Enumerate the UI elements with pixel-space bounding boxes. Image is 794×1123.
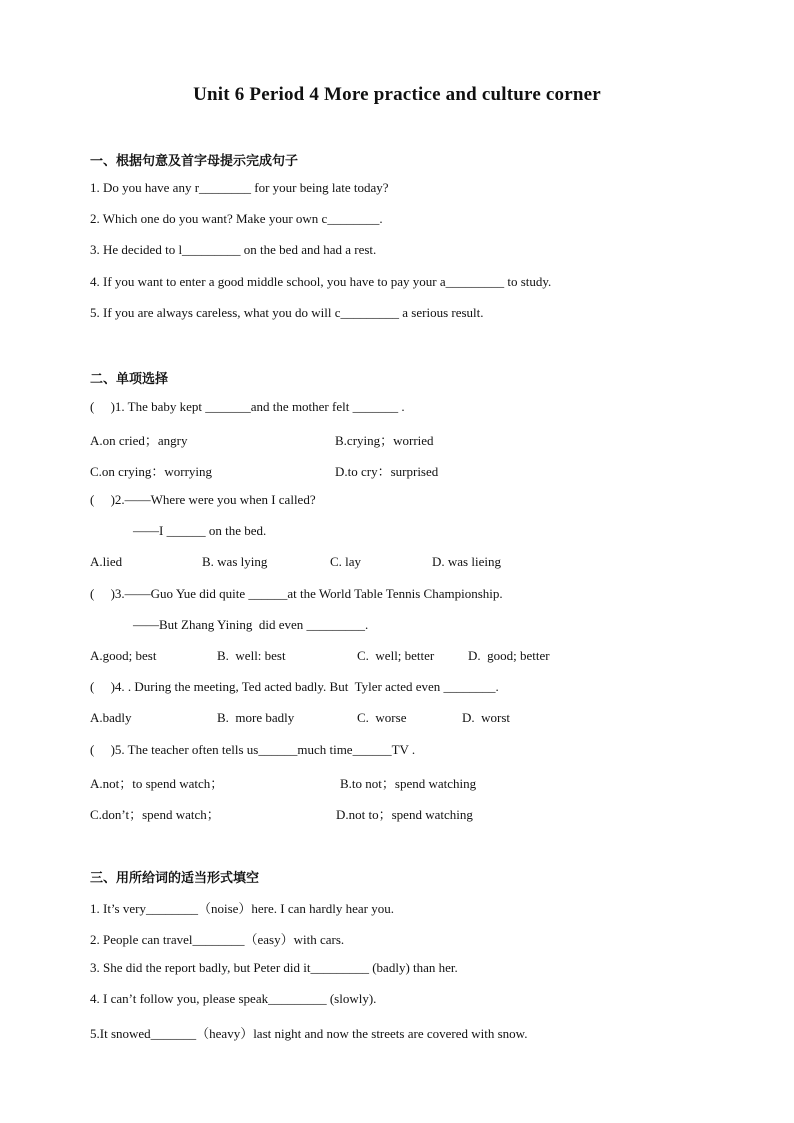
q1-option-b: B.crying；worried [335,433,434,448]
q2-option-c: C. lay [330,554,362,569]
q2-option-a: A.lied [90,554,123,569]
s3-item-5: 5.It snowed_______（heavy）last night and now the streets are covered with snow. [90,1026,528,1041]
s1-item-1: 1. Do you have any r________ for your being late today? [90,180,389,195]
page-title: Unit 6 Period 4 More practice and culture corner [193,84,601,105]
q4-option-b: B. more badly [217,710,295,725]
q1-option-c: C.on crying：worrying [90,464,213,479]
s3-item-4: 4. I can’t follow you, please speak_________ (slowly). [90,991,377,1006]
s3-item-2: 2. People can travel________（easy）with cars. [90,932,345,947]
q3-option-b: B. well: best [217,648,286,663]
q3-stem-response: ——But Zhang Yining did even _________. [133,617,369,632]
section-1-heading: 一、根据句意及首字母提示完成句子 [90,154,299,169]
q1-stem: ( )1. The baby kept _______and the mother felt _______ . [90,399,405,414]
q2-stem: ( )2.——Where were you when I called? [90,492,316,507]
q5-option-b: B.to not；spend watching [340,776,477,791]
q3-stem: ( )3.——Guo Yue did quite ______at the World Table Tennis Championship. [90,586,503,601]
q4-stem: ( )4. . During the meeting, Ted acted badly. But Tyler acted even ________. [90,679,499,694]
q5-option-c: C.don’t；spend watch； [90,807,220,822]
q3-option-a: A.good; best [90,648,157,663]
s1-item-2: 2. Which one do you want? Make your own c________. [90,211,383,226]
s1-item-5: 5. If you are always careless, what you do will c_________ a serious result. [90,305,484,320]
q5-stem: ( )5. The teacher often tells us______much time______TV . [90,742,416,757]
q4-option-a: A.badly [90,710,132,725]
q2-option-d: D. was lieing [432,554,501,569]
q5-option-a: A.not；to spend watch； [90,776,224,791]
q1-option-d: D.to cry：surprised [335,464,439,479]
section-2-heading: 二、单项选择 [90,372,169,387]
q2-stem-response: ——I ______ on the bed. [133,523,267,538]
q2-option-b: B. was lying [202,554,268,569]
s3-item-3: 3. She did the report badly, but Peter did it_________ (badly) than her. [90,960,458,975]
s1-item-4: 4. If you want to enter a good middle school, you have to pay your a_________ to study. [90,274,552,289]
section-3-heading: 三、用所给词的适当形式填空 [90,871,260,886]
q1-option-a: A.on cried；angry [90,433,188,448]
s3-item-1: 1. It’s very________（noise）here. I can hardly hear you. [90,901,394,916]
q4-option-d: D. worst [462,710,511,725]
q5-option-d: D.not to；spend watching [336,807,473,822]
q4-option-c: C. worse [357,710,407,725]
q3-option-d: D. good; better [468,648,550,663]
s1-item-3: 3. He decided to l_________ on the bed and had a rest. [90,242,377,257]
q3-option-c: C. well; better [357,648,435,663]
